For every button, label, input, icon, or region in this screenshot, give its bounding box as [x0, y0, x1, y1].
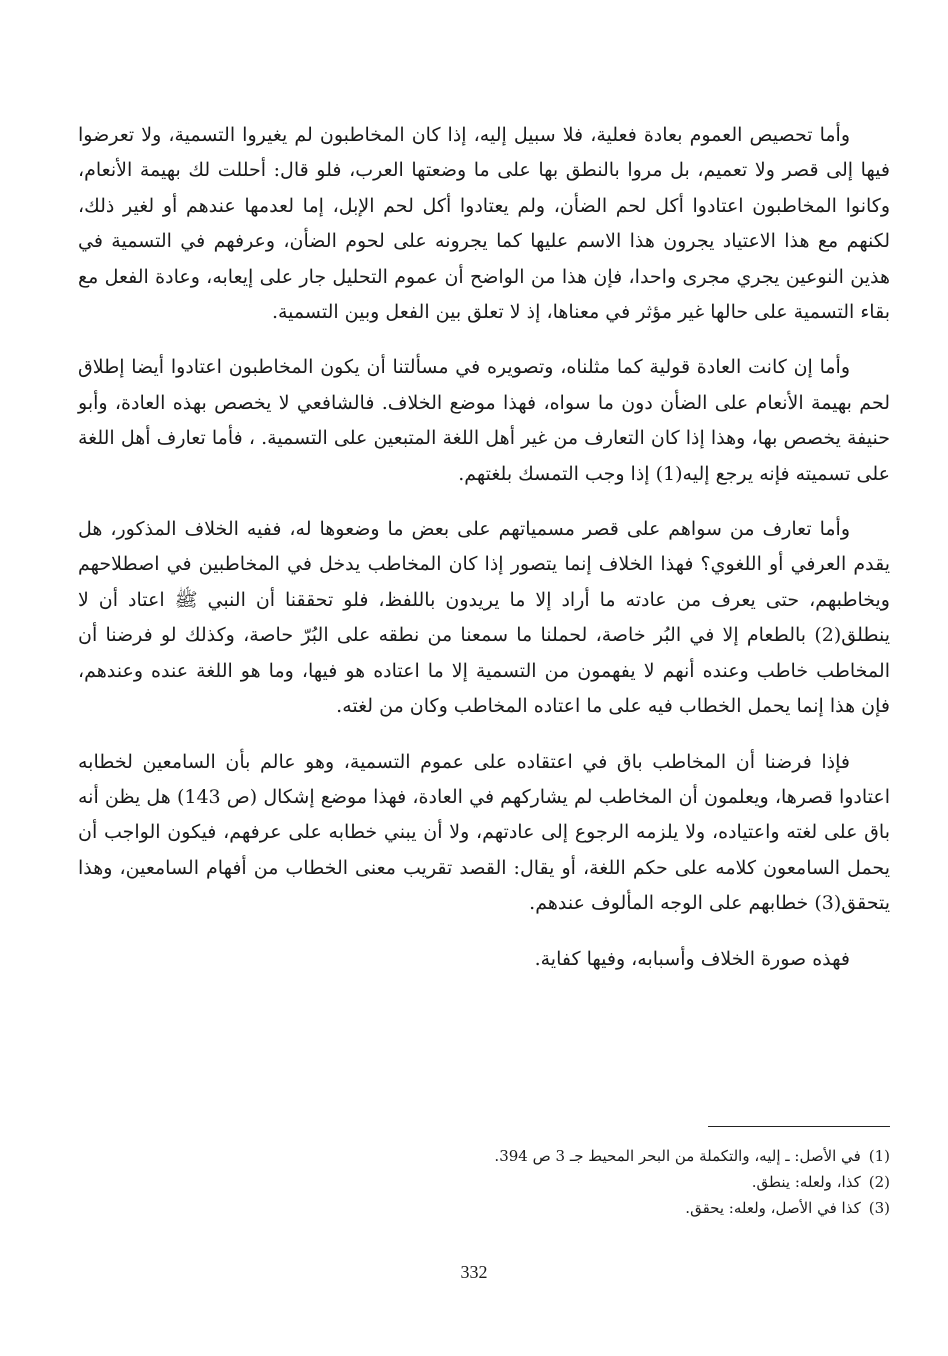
footnote-text: كذا، ولعله: ينطق.	[751, 1173, 861, 1191]
footnote-number: (2)	[868, 1173, 890, 1191]
main-text	[78, 118, 890, 977]
paragraph-2: وأما إن كانت العادة قولية كما مثلناه، وتصويره في مسألتنا أن يكون المخاطبون اعتادوا أيضا إطلاق لحم بهيمة الأنعام على الضأن دون ما سواه، فهذا موضع الخلاف. فالشافعي لا يخصص بهذه العادة، وأبو حنيفة يخصص بها، وهذا إذا كان التعارف من غير أهل اللغة المتبعين على التسمية. ، فأما تعارف أهل اللغة على تسميته فإنه يرجع إليه(1) إذا وجب التمسك بلغتهم.	[78, 356, 890, 485]
footnote-number: (1)	[868, 1147, 890, 1165]
page-number: 332	[460, 1262, 488, 1282]
footnote-item	[78, 1169, 890, 1195]
footnote-text: كذا في الأصل، ولعله: يحقق.	[685, 1199, 861, 1217]
footnotes	[78, 1143, 890, 1221]
footnote-text: في الأصل: ـ إليه، والتكملة من البحر المحيط جـ 3 ص 394.	[494, 1147, 861, 1165]
paragraph-4: فإذا فرضنا أن المخاطب باق في اعتقاده على عموم التسمية، وهو عالم بأن السامعين لخطابه اعتادوا قصرها، ويعلمون أن المخاطب لم يشاركهم في العادة، فهذا موضع إشكال (ص 143) هل يظن أنه باق على لغته واعتياده، ولا يلزمه الرجوع إلى عادتهم، ولا أن يبني خطابه على عرفهم، فيكون الواجب أن يحمل السامعون كلامه على حكم اللغة، أو يقال: القصد تقريب معنى الخطاب من أفهام السامعين، وهذا يتحقق(3) خطابهم على الوجه المألوف عندهم.	[78, 750, 891, 915]
footnote-divider	[708, 1126, 890, 1127]
footnote-item	[78, 1195, 890, 1221]
paragraph-3: وأما تعارف من سواهم على قصر مسمياتهم على بعض ما وضعوها له، ففيه الخلاف المذكور، هل يقدم العرفي أو اللغوي؟ فهذا الخلاف إنما يتصور إذا كان المخاطب يدخل في المخاطبين في اصطلاحهم ويخاطبهم، حتى يعرف من عادته ما أراد إلا ما يريدون باللفظ، فلو تحققنا أن النبي ﷺ اعتاد أن لا ينطلق(2) بالطعام إلا في البُر خاصة، لحملنا ما سمعنا من نطقه على البُرّ حاصة، وكذلك لو فرضنا أن المخاطب خاطب وعنده أنهم لا يفهمون من التسمية إلا ما اعتاده هو فيها، وما هو اللغة عنده وعندهم، فإن هذا إنما يحمل الخطاب فيه على ما اعتاده المخاطب وكان من لغته.	[78, 518, 890, 718]
footnote-item	[78, 1143, 890, 1169]
paragraph-5: فهذه صورة الخلاف وأسبابه، وفيها كفاية.	[534, 947, 850, 970]
footnote-number: (3)	[868, 1199, 890, 1217]
paragraph-1: وأما تحصيص العموم بعادة فعلية، فلا سبيل إليه، إذا كان المخاطبون لم يغيروا التسمية، ولا تعرضوا فيها إلى قصر ولا تعميم، بل مروا بالنطق بها على ما وضعتها العرب، فلو قال: أحللت لك بهيمة الأنعام، وكانوا المخاطبون اعتادوا أكل لحم الضأن، ولم يعتادوا أكل لحم الإبل، إما لعدمها عندهم أو لغير ذلك، لكنهم مع هذا الاعتياد يجرون هذا الاسم عليها كما يجرونه على لحوم الضأن، وعرفهم في التسمية في هذين النوعين يجري مجرى واحدا، فإن هذا من الواضح أن عموم التحليل جار على إيعابه، وعادة الفعل مع بقاء التسمية على حالها غير مؤثر في معناها، إذ لا تعلق بين الفعل وبين التسمية.	[78, 124, 890, 324]
